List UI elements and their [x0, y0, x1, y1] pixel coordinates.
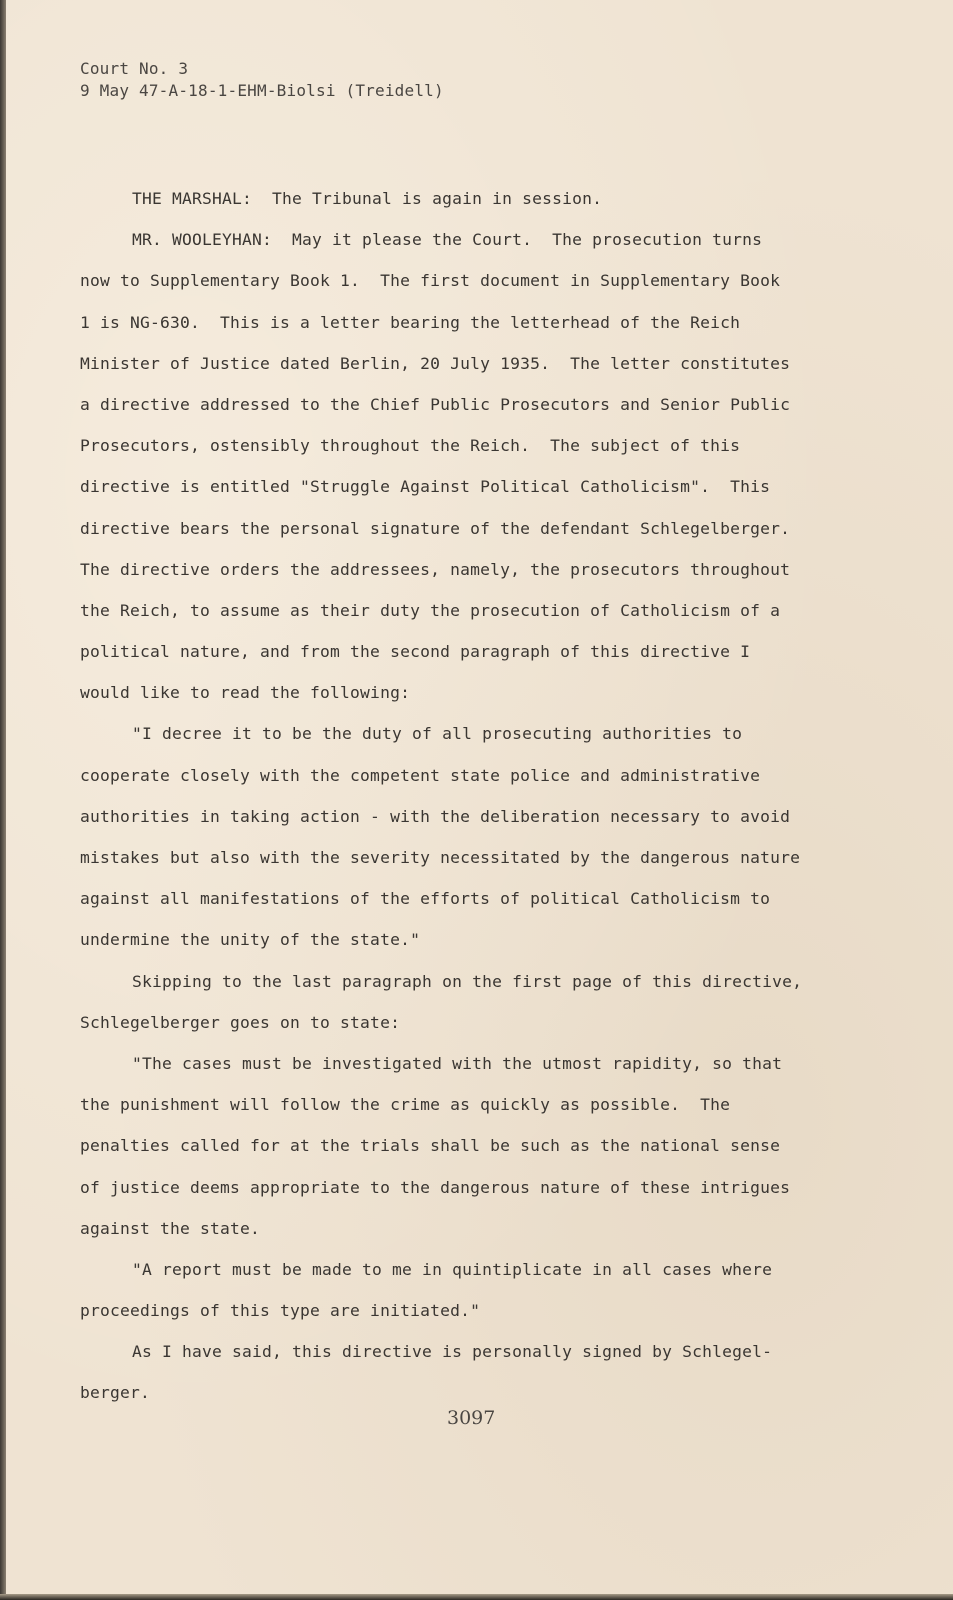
transcript-line: Skipping to the last paragraph on the first page of this directive, — [132, 971, 803, 991]
transcript-line: would like to read the following: — [80, 683, 411, 703]
transcript-line: "I decree it to be the duty of all prosecuting authorities to — [132, 724, 743, 744]
transcript-line: 1 is NG-630. This is a letter bearing the letterhead of the Reich — [80, 312, 741, 332]
transcript-line: "A report must be made to me in quintiplicate in all cases where — [132, 1259, 773, 1279]
court-number: Court No. 3 — [80, 59, 189, 78]
transcript-line: authorities in taking action - with the deliberation necessary to avoid — [80, 806, 791, 826]
transcript-line: a directive addressed to the Chief Public Prosecutors and Senior Public — [80, 394, 791, 414]
transcript-line: mistakes but also with the severity necessitated by the dangerous nature — [80, 848, 801, 867]
transcript-line: berger. — [80, 1383, 151, 1403]
transcript-line: Prosecutors, ostensibly throughout the Reich. The subject of this — [80, 436, 741, 456]
transcript-line: the Reich, to assume as their duty the prosecution of Catholicism of a — [80, 600, 781, 620]
transcript-line: Schlegelberger goes on to state: — [80, 1012, 401, 1032]
transcript-line: the punishment will follow the crime as quickly as possible. The — [80, 1095, 731, 1115]
transcript-line: political nature, and from the second paragraph of this directive I — [80, 642, 751, 662]
transcript-line: proceedings of this type are initiated." — [80, 1301, 481, 1321]
transcript-line: against all manifestations of the efforts of political Catholicism to — [80, 889, 771, 909]
transcript-line: against the state. — [80, 1218, 261, 1238]
transcript-line: of justice deems appropriate to the dangerous nature of these intrigues — [80, 1177, 791, 1197]
page-number: 3097 — [447, 1407, 496, 1429]
transcript-line: MR. WOOLEYHAN: May it please the Court. The prosecution turns — [132, 230, 763, 250]
transcript-line: Minister of Justice dated Berlin, 20 July 1935. The letter constitutes — [80, 353, 791, 373]
transcript-line: "The cases must be investigated with the utmost rapidity, so that — [132, 1053, 783, 1073]
transcript-line: THE MARSHAL: The Tribunal is again in session. — [132, 189, 603, 208]
document-header — [80, 58, 444, 102]
page-bottom-edge — [0, 1594, 953, 1600]
transcript-line: undermine the unity of the state." — [80, 930, 421, 950]
session-reference: 9 May 47-A-18-1-EHM-Biolsi (Treidell) — [80, 81, 444, 100]
page-left-edge — [0, 0, 6, 1600]
transcript-line: directive is entitled "Struggle Against Political Catholicism". This — [80, 477, 771, 497]
transcript-line: cooperate closely with the competent state police and administrative — [80, 765, 761, 785]
transcript-line: As I have said, this directive is personally signed by Schlegel- — [132, 1342, 773, 1362]
transcript-line: directive bears the personal signature of the defendant Schlegelberger. — [80, 518, 791, 538]
transcript-line: penalties called for at the trials shall be such as the national sense — [80, 1136, 781, 1156]
transcript-line: now to Supplementary Book 1. The first document in Supplementary Book — [80, 271, 781, 291]
transcript-body — [80, 178, 835, 1414]
transcript-line: The directive orders the addressees, namely, the prosecutors throughout — [80, 559, 791, 579]
